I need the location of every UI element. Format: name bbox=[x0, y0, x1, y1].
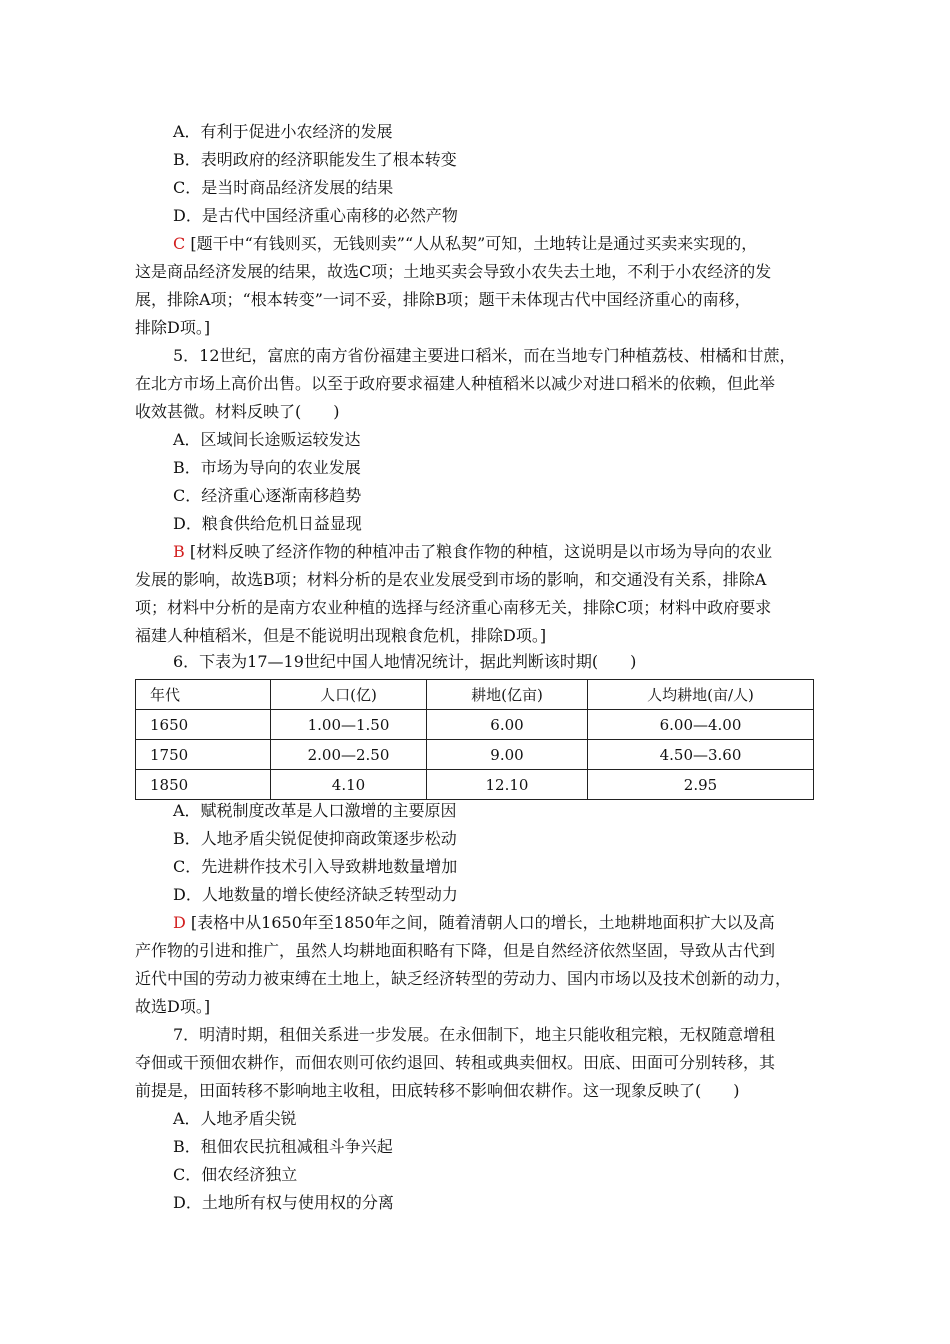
q6-explanation-text: [表格中从1650年至1850年之间，随着清朝人口的增长，土地耕地面积扩大以及高 bbox=[190, 913, 775, 932]
table-cell: 6.00 bbox=[427, 710, 588, 740]
q5-explanation-line-3: 项；材料中分析的是南方农业种植的选择与经济重心南移无关，排除C项；材料中政府要求 bbox=[135, 598, 772, 617]
q6-option-c: C．先进耕作技术引入导致耕地数量增加 bbox=[173, 857, 458, 876]
table-header-cell: 人均耕地(亩/人) bbox=[588, 680, 814, 710]
table-cell: 12.10 bbox=[427, 770, 588, 800]
table-cell: 1650 bbox=[136, 710, 271, 740]
q5-stem-line-2: 在北方市场上高价出售。以至于政府要求福建人种植稻米以减少对进口稻米的依赖，但此举 bbox=[135, 374, 776, 393]
q5-option-c: C．经济重心逐渐南移趋势 bbox=[173, 486, 362, 505]
q5-answer-letter: B bbox=[173, 542, 185, 561]
q5-explanation-line-1 bbox=[173, 542, 772, 562]
table-cell: 1850 bbox=[136, 770, 271, 800]
q6-answer-letter: D bbox=[173, 913, 186, 932]
q7-stem-line-2: 夺佃或干预佃农耕作，而佃农则可依约退回、转租或典卖佃权。田底、田面可分别转移，其 bbox=[135, 1053, 776, 1072]
table-cell: 4.10 bbox=[271, 770, 427, 800]
table-cell: 1.00—1.50 bbox=[271, 710, 427, 740]
q6-explanation-line-4: 故选D项。] bbox=[135, 997, 211, 1016]
q6-explanation-line-1 bbox=[173, 913, 775, 933]
table-cell: 2.00—2.50 bbox=[271, 740, 427, 770]
q6-option-a: A．赋税制度改革是人口激增的主要原因 bbox=[173, 801, 457, 820]
q6-stem: 6．下表为17—19世纪中国人地情况统计，据此判断该时期( ) bbox=[173, 652, 637, 671]
q7-option-a: A．人地矛盾尖锐 bbox=[173, 1109, 297, 1128]
q5-explanation-text: [材料反映了经济作物的种植冲击了粮食作物的种植，这说明是以市场为导向的农业 bbox=[189, 542, 773, 561]
q6-data-table bbox=[135, 679, 814, 800]
q7-stem-line-1: 7．明清时期，租佃关系进一步发展。在永佃制下，地主只能收租完粮，无权随意增租 bbox=[173, 1025, 776, 1044]
q6-explanation-line-3: 近代中国的劳动力被束缚在土地上，缺乏经济转型的劳动力、国内市场以及技术创新的动力， bbox=[135, 969, 792, 988]
q4-option-b: B．表明政府的经济职能发生了根本转变 bbox=[173, 150, 457, 169]
table-header-cell: 耕地(亿亩) bbox=[427, 680, 588, 710]
q5-option-a: A．区域间长途贩运较发达 bbox=[173, 430, 361, 449]
table-cell: 4.50—3.60 bbox=[588, 740, 814, 770]
table-header-cell: 年代 bbox=[136, 680, 271, 710]
table-header-cell: 人口(亿) bbox=[271, 680, 427, 710]
q4-explanation-line-2: 这是商品经济发展的结果，故选C项；土地买卖会导致小农失去土地，不利于小农经济的发 bbox=[135, 262, 772, 281]
q4-explanation-line-4: 排除D项。] bbox=[135, 318, 211, 337]
q5-explanation-line-4: 福建人种植稻米，但是不能说明出现粮食危机，排除D项。] bbox=[135, 626, 547, 645]
q5-stem-line-1: 5．12世纪，富庶的南方省份福建主要进口稻米，而在当地专门种植荔枝、柑橘和甘蔗， bbox=[173, 346, 796, 365]
table-cell: 2.95 bbox=[588, 770, 814, 800]
q4-option-a: A．有利于促进小农经济的发展 bbox=[173, 122, 393, 141]
q4-option-d: D．是古代中国经济重心南移的必然产物 bbox=[173, 206, 458, 225]
q4-answer-letter: C bbox=[173, 234, 186, 253]
q5-stem-line-3: 收效甚微。材料反映了( ) bbox=[135, 402, 340, 421]
table-row bbox=[136, 710, 814, 740]
q5-explanation-line-2: 发展的影响，故选B项；材料分析的是农业发展受到市场的影响，和交通没有关系，排除A bbox=[135, 570, 767, 589]
q4-explanation-line-3: 展，排除A项；“根本转变”一词不妥，排除B项；题干未体现古代中国经济重心的南移， bbox=[135, 290, 751, 309]
table-cell: 1750 bbox=[136, 740, 271, 770]
table-cell: 6.00—4.00 bbox=[588, 710, 814, 740]
q7-stem-line-3: 前提是，田面转移不影响地主收租，田底转移不影响佃农耕作。这一现象反映了( ) bbox=[135, 1081, 740, 1100]
q5-option-d: D．粮食供给危机日益显现 bbox=[173, 514, 362, 533]
q6-explanation-line-2: 产作物的引进和推广，虽然人均耕地面积略有下降，但是自然经济依然坚固，导致从古代到 bbox=[135, 941, 776, 960]
table-row bbox=[136, 770, 814, 800]
q6-option-b: B．人地矛盾尖锐促使抑商政策逐步松动 bbox=[173, 829, 457, 848]
q5-option-b: B．市场为导向的农业发展 bbox=[173, 458, 361, 477]
q6-option-d: D．人地数量的增长使经济缺乏转型动力 bbox=[173, 885, 458, 904]
q4-explanation-text: [题干中“有钱则买，无钱则卖”“人从私契”可知，土地转让是通过买卖来实现的， bbox=[190, 234, 758, 253]
table-header-row bbox=[136, 680, 814, 710]
q7-option-b: B．租佃农民抗租减租斗争兴起 bbox=[173, 1137, 393, 1156]
q7-option-c: C．佃农经济独立 bbox=[173, 1165, 298, 1184]
table-cell: 9.00 bbox=[427, 740, 588, 770]
table-row bbox=[136, 740, 814, 770]
q4-option-c: C．是当时商品经济发展的结果 bbox=[173, 178, 394, 197]
q7-option-d: D．土地所有权与使用权的分离 bbox=[173, 1193, 394, 1212]
q4-explanation-line-1 bbox=[173, 234, 757, 254]
